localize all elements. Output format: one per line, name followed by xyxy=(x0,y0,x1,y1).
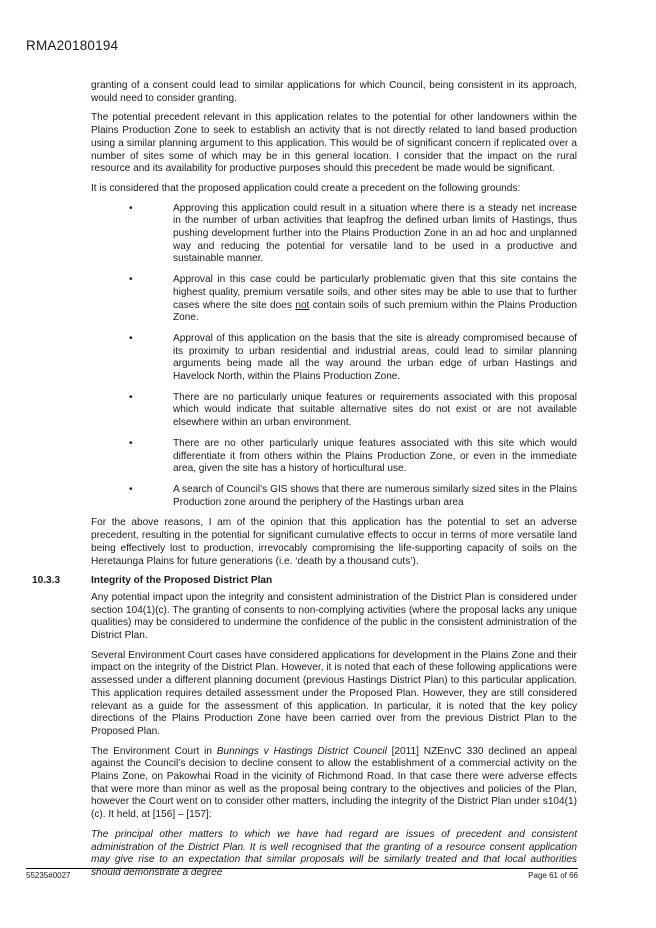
bullet-marker: • xyxy=(129,391,133,403)
list-item xyxy=(91,392,577,430)
body-paragraph: Any potential impact upon the integrity and consistent administration of the District Plan is considered under section 104(1)(c). The granting of consents to non-complying activities (where the proposal lacks any unique qualities) may be considered to undermine the confidence of the public in the consistent administration of the District Plan. xyxy=(91,591,577,642)
list-item-text: Approving this application could result in a situation where there is a steady net increase in the number of urban activities that leapfrog the defined urban limits of Hastings, thus pushing development further into the Plains Production Zone in an ad hoc and unplanned way and reducing the potential for versatile land to be used in a productive and sustainable manner. xyxy=(173,202,577,265)
court-quote: The principal other matters to which we have had regard are issues of precedent and consistent administration of the District Plan. It is well recognised that the granting of a resource consent application may give rise to an expectation that similar proposals will be similarly treated and that local authorities should demonstrate a degree xyxy=(91,828,577,878)
list-item-text: Approval in this case could be particularly problematic given that this site contains the highest quality, premium versatile soils, and other sites may be able to use that to further cases where the site does xyxy=(173,274,577,311)
precedent-grounds-list xyxy=(91,203,577,510)
bullet-marker: • xyxy=(129,332,133,344)
bullet-marker: • xyxy=(129,437,133,449)
bullet-marker: • xyxy=(129,274,133,286)
body-paragraph: granting of a consent could lead to similar applications for which Council, being consistent in its approach, would need to consider granting. xyxy=(91,80,577,104)
section-title: Integrity of the Proposed District Plan xyxy=(91,575,273,587)
section-heading xyxy=(32,575,577,588)
bullet-marker: • xyxy=(129,483,133,495)
body-paragraph: For the above reasons, I am of the opinion that this application has the potential to set an adverse precedent, resulting in the potential for significant cumulative effects to occur in terms of more versatile land being effectively lost to production, irrevocably compromising the life-supporting capacity of soils on the Heretaunga Plains for future generations (i.e. ‘death by a thousand cuts’). xyxy=(91,517,577,567)
bullet-marker: • xyxy=(129,202,133,214)
footer-document-id: 55235#0027 xyxy=(26,871,71,880)
list-item xyxy=(91,274,577,325)
underlined-word: not xyxy=(295,299,310,311)
body-paragraph: The potential precedent relevant in this application relates to the potential for other landowners within the Plains Production Zone to seek to establish an activity that is not directly related to land based production using a similar planning argument to this application. This would be of significant concern if replicated over a number of sites some of which may be in this general location. I consider that the impact on the rural resource and its availability for productive purposes should this precedent be made would be significant. xyxy=(91,112,577,175)
footer-divider xyxy=(26,868,578,869)
case-text: [2011] NZEnvC 330 declined an appeal against the Council’s decision to decline consent to allow the establishment of a commercial activity on the Plains Zone, on Pakowhai Road in the vicinity of Richmond Road. In that case there were adverse effects that were more than minor as well as the proposal being contrary to the objectives and policies of the Plan, however the Court went on to consider other matters, including the integrity of the District Plan under s104(1)(c). It held, at [156] – [157]: xyxy=(91,745,577,821)
list-item xyxy=(91,438,577,476)
section-number: 10.3.3 xyxy=(32,575,61,587)
case-name: Bunnings v Hastings District Council xyxy=(216,745,387,757)
list-item-text: There are no particularly unique features or requirements associated with this proposal which would indicate that suitable alternative sites do not exist or are not available elsewhere within an urban environment. xyxy=(173,391,577,429)
list-item xyxy=(91,203,577,267)
list-item xyxy=(91,333,577,384)
list-item-text: There are no other particularly unique features associated with this site which would differentiate it from others within the Plains Production Zone, or even in the immediate area, given the site has a history of horticultural use. xyxy=(173,437,577,475)
document-reference: RMA20180194 xyxy=(26,38,119,53)
list-item-text: Approval of this application on the basis that the site is already compromised because of its proximity to urban residential and industrial areas, could lead to similar planning arguments being made all the way around the urban edge of urban Hastings and Havelock North, within the Plains Production Zone. xyxy=(173,332,577,383)
body-paragraph xyxy=(91,746,577,822)
case-text: The Environment Court in xyxy=(91,745,217,757)
list-item-text: A search of Council’s GIS shows that there are numerous similarly sized sites in the Plains Production zone around the periphery of the Hastings urban area xyxy=(173,483,577,508)
list-item-text: contain soils of such premium within the Plains Production Zone. xyxy=(173,299,577,324)
body-paragraph: It is considered that the proposed application could create a precedent on the following grounds: xyxy=(91,182,521,194)
footer-page-number: Page 61 of 66 xyxy=(528,871,578,880)
list-item xyxy=(91,484,577,509)
body-paragraph: Several Environment Court cases have considered applications for development in the Plains Zone and their impact on the integrity of the District Plan. However, it is noted that each of these following applications were assessed under a different planning document (previous Hastings District Plan) to this particular application. This application requires detailed assessment under the Proposed Plan. However, they are still considered relevant as a guide for the assessment of this application. In particular, it is noted that the key policy directions of the Plains Production Zone have been carried over from the previous District Plan to the Proposed Plan. xyxy=(91,649,577,737)
